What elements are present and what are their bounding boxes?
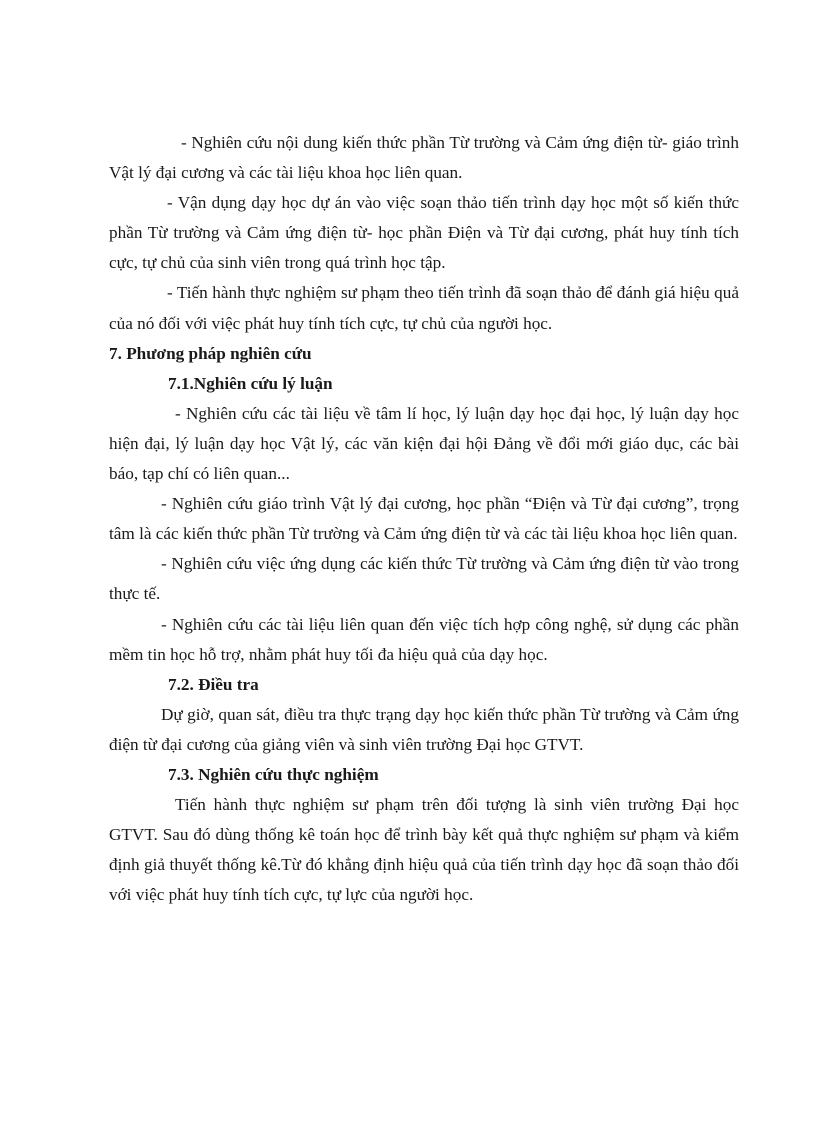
- section-7-2-paragraph: Dự giờ, quan sát, điều tra thực trạng dạy học kiến thức phần Từ trường và Cảm ứng điện từ đại cương của giảng viên và sinh viên trường Đại học GTVT.: [109, 704, 739, 754]
- section-7-1-paragraph-4: - Nghiên cứu các tài liệu liên quan đến việc tích hợp công nghệ, sử dụng các phần mềm tin học hỗ trợ, nhằm phát huy tối đa hiệu quả của dạy học.: [109, 614, 739, 664]
- section-7-2-heading: 7.2. Điều tra: [168, 674, 259, 694]
- section-7-3-heading: 7.3. Nghiên cứu thực nghiệm: [168, 764, 379, 784]
- section-7-1-heading: 7.1.Nghiên cứu lý luận: [168, 373, 333, 393]
- section-7-1-paragraph-1: - Nghiên cứu các tài liệu về tâm lí học, lý luận dạy học đại học, lý luận dạy học hiện đại, lý luận dạy học Vật lý, các văn kiện đại hội Đảng về đổi mới giáo dục, các bài báo, tạp chí có liên quan...: [109, 403, 739, 484]
- section-7-3-paragraph: Tiến hành thực nghiệm sư phạm trên đối tượng là sinh viên trường Đại học GTVT. Sau đó dùng thống kê toán học để trình bày kết quả thực nghiệm sư phạm và kiểm định giả thuyết thống kê.Từ đó khẳng định hiệu quả của tiến trình dạy học đã soạn thảo đối với việc phát huy tính tích cực, tự lực của người học.: [109, 795, 739, 905]
- intro-paragraph-2: - Vận dụng dạy học dự án vào việc soạn thảo tiến trình dạy học một số kiến thức phần Từ trường và Cảm ứng điện từ- học phần Điện và Từ đại cương, phát huy tính tích cực, tự chủ của sinh viên trong quá trình học tập.: [109, 193, 739, 273]
- section-7-heading: 7. Phương pháp nghiên cứu: [109, 343, 312, 363]
- section-7-1-paragraph-2: - Nghiên cứu giáo trình Vật lý đại cương, học phần “Điện và Từ đại cương”, trọng tâm là các kiến thức phần Từ trường và Cảm ứng điện từ và các tài liệu khoa học liên quan.: [109, 494, 739, 544]
- section-7-1-paragraph-3: - Nghiên cứu việc ứng dụng các kiến thức Từ trường và Cảm ứng điện từ vào trong thực tế.: [109, 554, 739, 604]
- document-body: [109, 128, 739, 910]
- intro-paragraph-1: - Nghiên cứu nội dung kiến thức phần Từ trường và Cảm ứng điện từ- giáo trình Vật lý đại cương và các tài liệu khoa học liên quan.: [109, 133, 739, 183]
- intro-paragraph-3: - Tiến hành thực nghiệm sư phạm theo tiến trình đã soạn thảo để đánh giá hiệu quả của nó đối với việc phát huy tính tích cực, tự chủ của người học.: [109, 283, 739, 333]
